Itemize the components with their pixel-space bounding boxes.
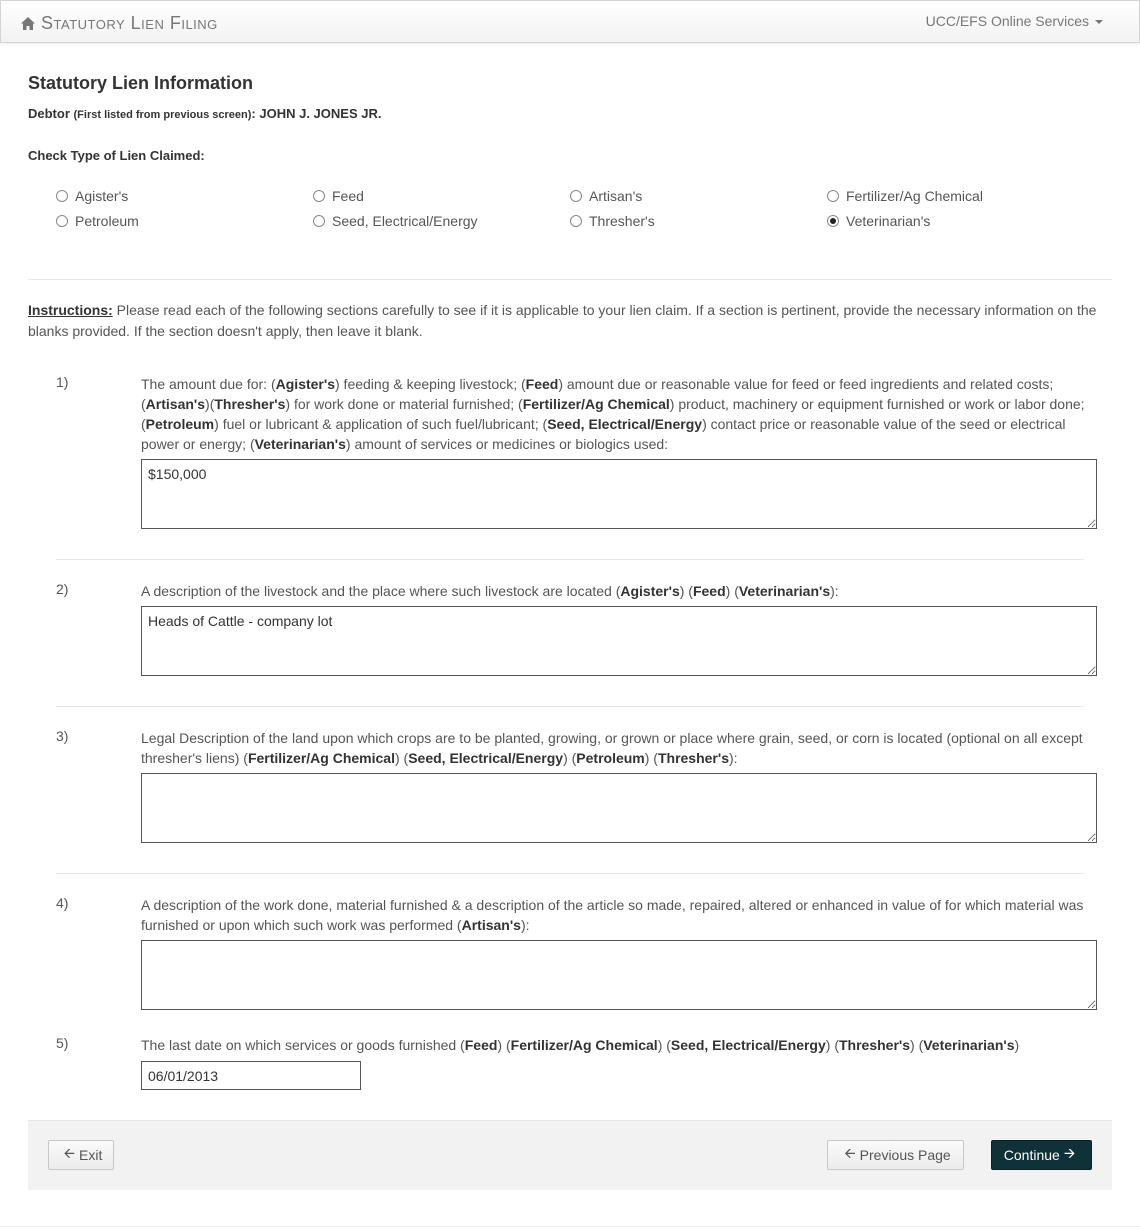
radio-seed-electrical-energy[interactable]: [313, 213, 478, 229]
radio-button[interactable]: [827, 190, 839, 202]
section-number: 1): [56, 374, 69, 390]
radio-label: Thresher's: [589, 213, 655, 229]
legal-description-textarea[interactable]: [141, 773, 1097, 843]
description-text: )(: [205, 396, 215, 412]
exit-button[interactable]: [48, 1140, 114, 1170]
debtor-colon: :: [251, 106, 256, 121]
description-text: ):: [520, 917, 530, 933]
lien-type-ref: Artisan's: [461, 917, 521, 933]
description-text: ) contact price or reasonable value of the seed or electrical power or energy; (: [141, 416, 1066, 452]
lien-type-ref: Fertilizer/Ag Chemical: [247, 750, 395, 766]
amount-due-textarea[interactable]: [141, 459, 1097, 529]
radio-label: Seed, Electrical/Energy: [332, 213, 478, 229]
section-number: 3): [56, 728, 69, 744]
description-text: ) for work done or material furnished; (: [285, 396, 523, 412]
radio-threshers[interactable]: [570, 213, 655, 229]
brand-title: Statutory Lien Filing: [41, 12, 218, 33]
top-navbar: [0, 0, 1140, 43]
section-description: [141, 728, 1096, 768]
description-text: ) (: [725, 583, 739, 599]
last-date-input[interactable]: [141, 1061, 361, 1090]
radio-button[interactable]: [570, 190, 582, 202]
debtor-line: [28, 106, 381, 121]
description-text: ) fuel or lubricant & application of such fuel/lubricant; (: [214, 416, 548, 432]
instructions-text: Please read each of the following sections carefully to see if it is applicable to your lien claim. If a section is pertinent, provide the necessary information on the blanks provided. If the section doesn't apply, then leave it blank.: [28, 302, 1097, 339]
radio-button[interactable]: [56, 215, 68, 227]
lien-type-ref: Veterinarian's: [923, 1037, 1015, 1053]
debtor-note: (First listed from previous screen): [73, 109, 252, 121]
section-description: [141, 1035, 1096, 1055]
radio-feed[interactable]: [313, 188, 364, 204]
lien-type-ref: Petroleum: [145, 416, 215, 432]
description-text: ) (: [644, 750, 658, 766]
lien-type-ref: Feed: [525, 376, 559, 392]
lien-type-heading: Check Type of Lien Claimed:: [28, 148, 205, 163]
description-text: ) (: [910, 1037, 924, 1053]
lien-type-ref: Thresher's: [838, 1037, 911, 1053]
arrow-right-icon: 🡪: [1063, 1145, 1076, 1161]
services-menu[interactable]: [926, 13, 1103, 29]
description-text: The last date on which services or goods furnished (: [141, 1037, 465, 1053]
exit-button-label: Exit: [79, 1147, 103, 1163]
section-number: 4): [56, 895, 69, 911]
lien-type-ref: Thresher's: [657, 750, 729, 766]
description-text: ) feeding & keeping livestock; (: [335, 376, 526, 392]
debtor-label: Debtor: [28, 106, 70, 121]
lien-type-ref: Seed, Electrical/Energy: [408, 750, 564, 766]
lien-type-ref: Veterinarian's: [738, 583, 831, 599]
lien-type-ref: Veterinarian's: [254, 436, 346, 452]
work-description-textarea[interactable]: [141, 940, 1097, 1010]
radio-veterinarians[interactable]: [827, 213, 930, 229]
lien-type-ref: Seed, Electrical/Energy: [547, 416, 703, 432]
lien-type-ref: Seed, Electrical/Energy: [670, 1037, 826, 1053]
description-text: ) product, machinery or equipment furnished or work or labor done; (: [141, 396, 1085, 432]
description-text: ): [1014, 1037, 1020, 1053]
chevron-down-icon: [1095, 20, 1103, 24]
radio-agisters[interactable]: [56, 188, 128, 204]
instructions: [28, 300, 1112, 342]
livestock-description-textarea[interactable]: [141, 606, 1097, 676]
continue-label: Continue: [1003, 1147, 1060, 1163]
radio-label: Veterinarian's: [846, 213, 931, 229]
radio-button[interactable]: [827, 215, 839, 227]
description-text: Legal Description of the land upon which crops are to be planted, growing, or grown or place where grain, seed, or corn is located (optional on all except thresher's liens) (: [141, 730, 1083, 766]
lien-type-ref: Agister's: [620, 583, 680, 599]
description-text: ):: [729, 750, 738, 766]
radio-label: Agister's: [75, 188, 129, 204]
description-text: ) (: [497, 1037, 511, 1053]
description-text: ) (: [657, 1037, 671, 1053]
instructions-label: Instructions:: [28, 302, 113, 318]
radio-artisans[interactable]: [570, 188, 642, 204]
lien-type-ref: Fertilizer/Ag Chemical: [510, 1037, 658, 1053]
radio-button[interactable]: [570, 215, 582, 227]
lien-type-ref: Petroleum: [576, 750, 645, 766]
description-text: A description of the work done, material furnished & a description of the article so made, repaired, altered or enhanced in value of for which material was furnished or upon which such work was performed (: [141, 897, 1084, 933]
arrow-left-icon: 🡨: [844, 1145, 856, 1161]
debtor-name: JOHN J. JONES JR.: [259, 106, 382, 121]
home-icon: [21, 17, 35, 30]
lien-type-ref: Feed: [692, 583, 726, 599]
description-text: A description of the livestock and the place where such livestock are located (: [141, 583, 621, 599]
description-text: ) amount due or reasonable value for feed or feed ingredients and related costs; (: [141, 376, 1054, 412]
section-number: 2): [56, 581, 69, 597]
radio-fertilizer-ag-chemical[interactable]: [827, 188, 983, 204]
continue-button[interactable]: [991, 1140, 1092, 1170]
lien-type-ref: Artisan's: [145, 396, 206, 412]
radio-button[interactable]: [313, 215, 325, 227]
description-text: ) (: [679, 583, 693, 599]
page-title: Statutory Lien Information: [28, 73, 253, 93]
divider: [56, 559, 1084, 560]
arrow-left-icon: 🡨: [63, 1145, 76, 1161]
description-text: ):: [830, 583, 839, 599]
description-text: ) (: [563, 750, 577, 766]
divider: [56, 706, 1084, 707]
lien-type-ref: Agister's: [275, 376, 335, 392]
radio-label: Artisan's: [589, 188, 643, 204]
radio-label: Fertilizer/Ag Chemical: [846, 188, 983, 204]
section-number: 5): [56, 1035, 69, 1051]
previous-page-label: Previous Page: [859, 1147, 951, 1163]
description-text: ) amount of services or medicines or biologics used:: [345, 436, 669, 452]
radio-button[interactable]: [56, 190, 68, 202]
section-description: [141, 581, 1096, 601]
divider: [28, 279, 1112, 280]
radio-button[interactable]: [313, 190, 325, 202]
description-text: The amount due for: (: [141, 376, 276, 392]
divider: [0, 1226, 1140, 1227]
lien-type-ref: Fertilizer/Ag Chemical: [522, 396, 670, 412]
description-text: ) (: [394, 750, 409, 766]
description-text: ) (: [825, 1037, 839, 1053]
previous-page-button[interactable]: [827, 1140, 964, 1170]
lien-type-ref: Feed: [464, 1037, 498, 1053]
radio-label: Petroleum: [75, 213, 139, 229]
lien-type-ref: Thresher's: [214, 396, 286, 412]
services-menu-label: UCC/EFS Online Services: [925, 13, 1089, 29]
radio-label: Feed: [332, 188, 364, 204]
brand-link[interactable]: [21, 12, 218, 34]
radio-petroleum[interactable]: [56, 213, 139, 229]
divider: [56, 873, 1084, 874]
section-description: [141, 895, 1096, 935]
form-footer: [28, 1120, 1112, 1190]
section-description: [141, 374, 1096, 454]
